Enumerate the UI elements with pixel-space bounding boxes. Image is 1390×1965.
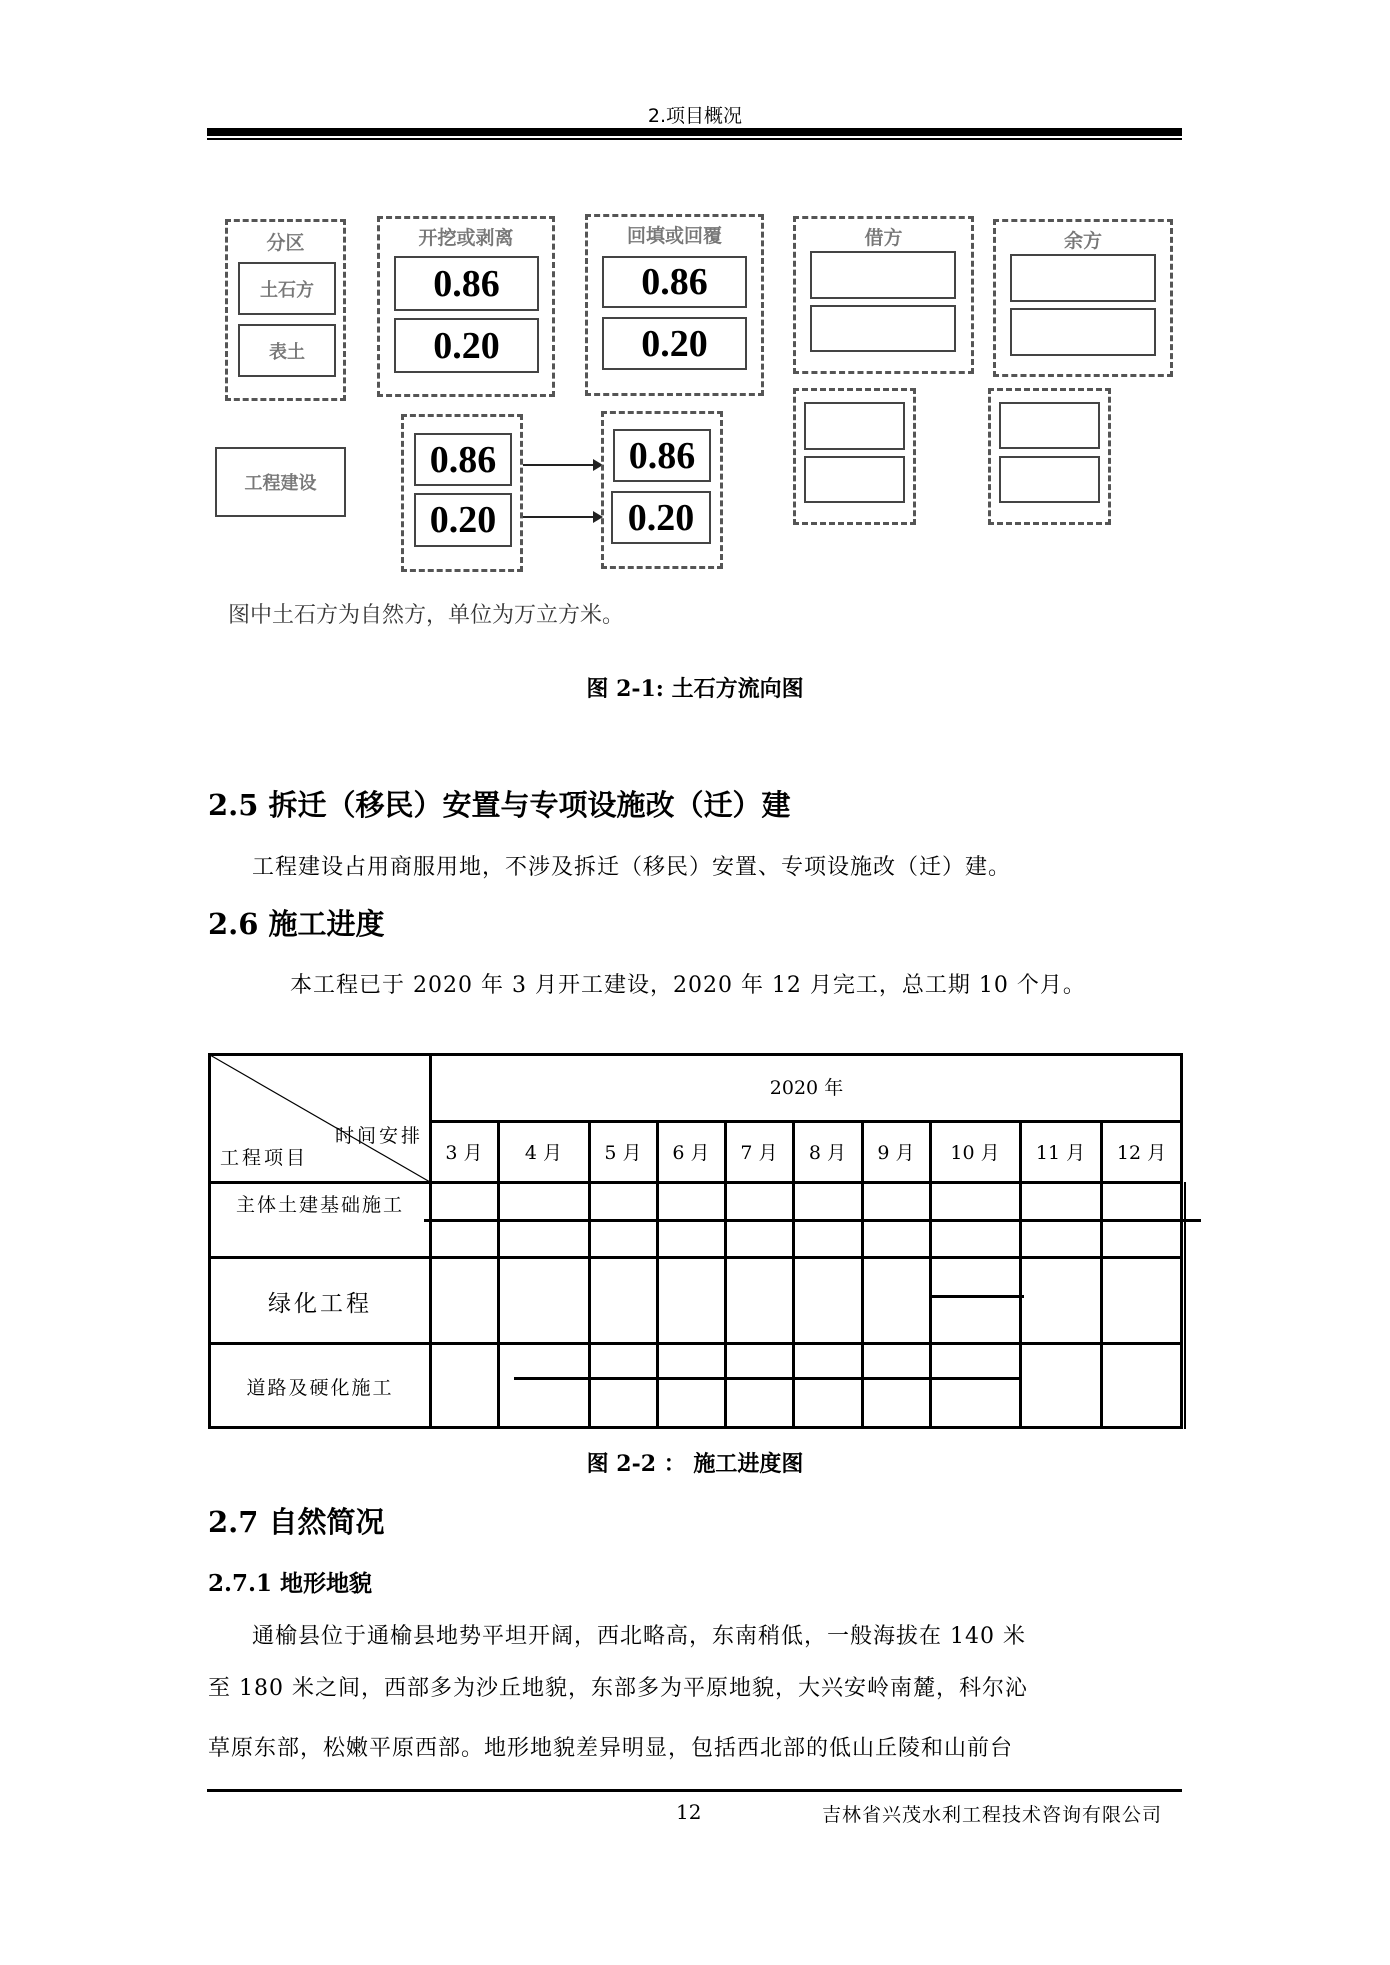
month-header: 7 月	[740, 1142, 778, 1164]
month-column-divider	[1019, 1121, 1022, 1429]
task-name: 绿化工程	[268, 1291, 372, 1317]
figure-2-1-caption: 图 2-1: 土石方流向图	[586, 676, 804, 702]
month-column-divider	[588, 1121, 591, 1429]
year-label: 2020 年	[769, 1077, 844, 1099]
month-header: 3 月	[445, 1142, 483, 1164]
section-2-6-heading: 2.6 施工进度	[208, 907, 385, 941]
table-border-right	[1180, 1053, 1183, 1429]
year-row-divider	[430, 1120, 1183, 1123]
month-header: 12 月	[1116, 1142, 1167, 1164]
section-2-7-heading: 2.7 自然简况	[208, 1505, 385, 1539]
excavation-topsoil-value: 0.20	[394, 318, 539, 373]
backfill-label: 回填或回覆	[626, 225, 722, 247]
month-header: 11 月	[1035, 1142, 1086, 1164]
header-rule	[207, 128, 1182, 136]
section-2-5-paragraph: 工程建设占用商服用地，不涉及拆迁（移民）安置、专项设施改（迁）建。	[252, 855, 1012, 880]
month-column-divider	[861, 1121, 864, 1429]
paragraph-line: 至 180 米之间，西部多为沙丘地貌，东部多为平原地貌，大兴安岭南麓，科尔沁	[208, 1676, 1028, 1701]
flow-arrow-topsoil	[523, 516, 601, 518]
table-border-bottom	[208, 1426, 1183, 1429]
project-construction-box: 工程建设	[215, 447, 346, 517]
month-column-divider	[792, 1121, 795, 1429]
figure-2-2-caption: 图 2-2 ： 施工进度图	[586, 1451, 804, 1477]
backfill-topsoil-value: 0.20	[602, 317, 747, 370]
month-header: 6 月	[672, 1142, 710, 1164]
figure-note: 图中土石方为自然方，单位为万立方米。	[228, 603, 625, 628]
project-backfill-topsoil-value: 0.20	[611, 491, 711, 544]
borrow-topsoil-box	[810, 305, 956, 352]
schedule-bar	[424, 1219, 1201, 1222]
project-excavation-earthwork-value: 0.86	[414, 433, 512, 486]
month-header: 8 月	[808, 1142, 847, 1164]
excavation-label: 开挖或剥离	[418, 227, 514, 249]
paragraph-line: 通榆县位于通榆县地势平坦开阔，西北略高，东南稍低，一般海拔在 140 米	[252, 1624, 1026, 1649]
header-rule-thin	[207, 138, 1182, 140]
surplus-topsoil-box	[1010, 308, 1156, 356]
zone-item-topsoil: 表土	[238, 324, 336, 377]
month-header: 9 月	[877, 1142, 915, 1164]
month-column-divider	[497, 1121, 500, 1429]
row1-divider	[208, 1256, 1183, 1259]
month-column-divider	[656, 1121, 659, 1429]
corner-project-label: 工程项目	[220, 1147, 309, 1169]
page-number: 12	[676, 1800, 702, 1824]
task-name: 主体土建基础施工	[235, 1194, 404, 1216]
borrow-label: 借方	[864, 227, 903, 249]
section-2-7-1-heading: 2.7.1 地形地貌	[208, 1570, 373, 1597]
project-surplus-earthwork-box	[999, 402, 1100, 449]
project-borrow-topsoil-box	[804, 456, 905, 503]
month-column-divider	[724, 1121, 727, 1429]
task-name: 道路及硬化施工	[246, 1377, 394, 1399]
project-excavation-topsoil-value: 0.20	[414, 493, 512, 547]
paragraph-line: 草原东部，松嫩平原西部。地形地貌差异明显，包括西北部的低山丘陵和山前台	[208, 1736, 1014, 1761]
month-column-divider	[929, 1121, 932, 1429]
project-surplus-topsoil-box	[999, 456, 1100, 503]
section-2-6-paragraph: 本工程已于 2020 年 3 月开工建设，2020 年 12 月完工，总工期 10 个月。	[290, 973, 1086, 998]
month-header: 4 月	[524, 1142, 563, 1164]
schedule-bar	[514, 1377, 1020, 1380]
flow-arrow-earthwork	[523, 464, 601, 466]
backfill-earthwork-value: 0.86	[602, 256, 747, 308]
project-borrow-earthwork-box	[804, 402, 905, 450]
month-header: 5 月	[604, 1142, 642, 1164]
surplus-label: 余方	[1063, 230, 1102, 252]
zone-label: 分区	[266, 232, 305, 254]
project-backfill-earthwork-value: 0.86	[613, 429, 711, 482]
corner-time-label: 时间安排	[334, 1125, 423, 1147]
excavation-earthwork-value: 0.86	[394, 256, 539, 311]
schedule-bar	[932, 1295, 1024, 1298]
section-2-5-heading: 2.5 拆迁（移民）安置与专项设施改（迁）建	[208, 788, 791, 822]
surplus-earthwork-box	[1010, 254, 1156, 302]
month-column-divider	[1100, 1121, 1103, 1429]
footer-rule	[207, 1789, 1182, 1792]
running-header: 2.项目概况	[647, 105, 743, 127]
borrow-earthwork-box	[810, 251, 956, 299]
zone-item-earthwork: 土石方	[238, 262, 336, 315]
row2-divider	[208, 1342, 1183, 1345]
construction-schedule-table	[208, 1053, 1183, 1429]
company-name: 吉林省兴茂水利工程技术咨询有限公司	[822, 1804, 1163, 1826]
month-header: 10 月	[950, 1142, 1000, 1164]
